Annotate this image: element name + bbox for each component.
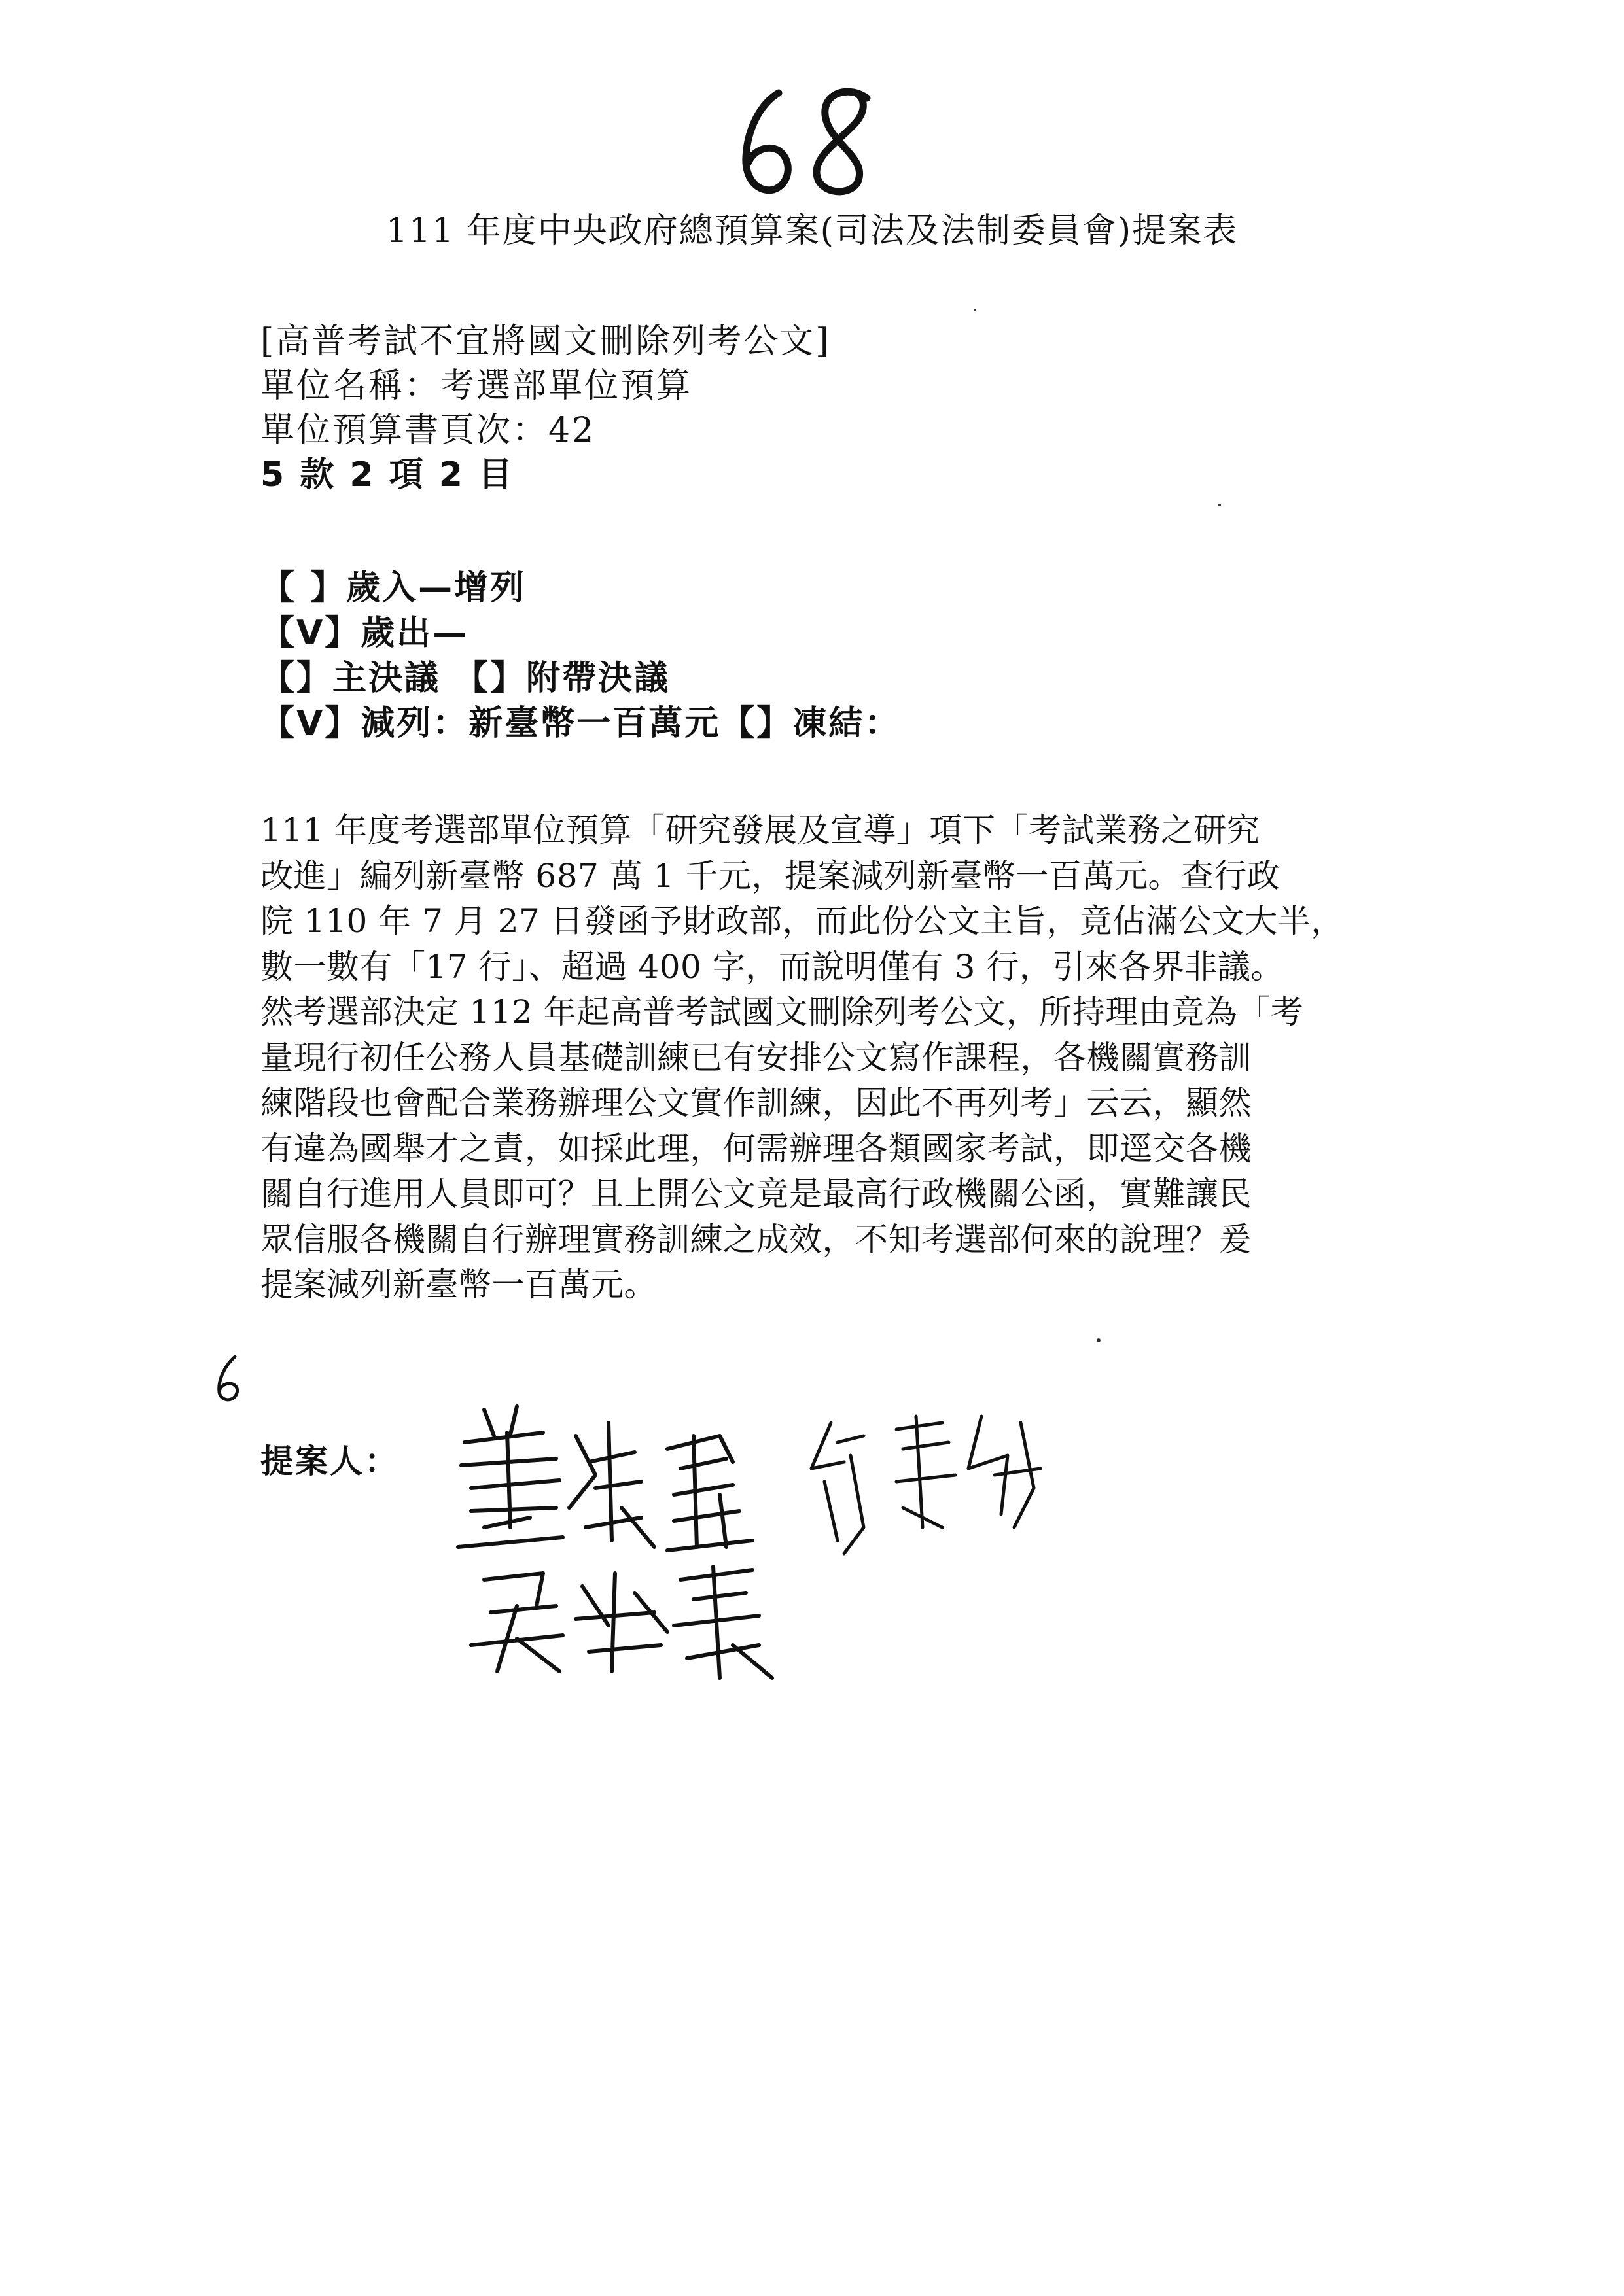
option-revenue-increase: 【 】歲入—增列 <box>260 568 527 608</box>
body-line: 量現行初任公務人員基礎訓練已有安排公文寫作課程，各機關實務訓 <box>260 1038 1252 1077</box>
scan-speck <box>974 309 976 311</box>
body-line: 眾信服各機關自行辦理實務訓練之成效，不知考選部何來的說理？爰 <box>260 1220 1252 1259</box>
proposer-label: 提案人： <box>260 1442 399 1480</box>
body-line: 提案減列新臺幣一百萬元。 <box>260 1266 657 1304</box>
proposal-subject: [高普考試不宜將國文刪除列考公文] <box>260 322 831 361</box>
option-resolutions: 【】主決議 【】附帶決議 <box>260 659 671 698</box>
body-line: 然考選部決定 112 年起高普考試國文刪除列考公文，所持理由竟為「考 <box>260 993 1304 1031</box>
body-line: 有違為國舉才之責，如採此理，何需辦理各類國家考試，即逕交各機 <box>260 1129 1252 1168</box>
scan-speck <box>1218 504 1221 506</box>
body-line: 練階段也會配合業務辦理公文實作訓練，因此不再列考」云云，顯然 <box>260 1084 1252 1122</box>
option-reduction-freeze: 【V】減列：新臺幣一百萬元【】凍結： <box>260 704 901 743</box>
proposal-header <box>260 319 1504 497</box>
body-line: 數一數有「17 行」、超過 400 字，而說明僅有 3 行，引來各界非議。 <box>260 947 1284 986</box>
handwritten-page-number <box>733 85 883 200</box>
handwritten-margin-mark <box>213 1353 245 1405</box>
budget-page-reference: 單位預算書頁次：42 <box>260 411 596 450</box>
proposal-options <box>260 566 1504 746</box>
form-title: 111 年度中央政府總預算案(司法及法制委員會)提案表 <box>385 211 1239 251</box>
signature-3 <box>811 1416 1040 1554</box>
body-line: 111 年度考選部單位預算「研究發展及宣導」項下「考試業務之研究 <box>260 811 1260 849</box>
signature-1 <box>458 1406 752 1550</box>
signature-block <box>445 1397 1139 1691</box>
unit-name: 單位名稱：考選部單位預算 <box>260 366 693 406</box>
proposal-body <box>260 808 1399 1308</box>
body-line: 院 110 年 7 月 27 日發函予財政部，而此份公文主旨，竟佔滿公文大半， <box>260 902 1344 940</box>
scan-speck <box>1097 1338 1101 1342</box>
option-expenditure: 【V】歲出— <box>260 614 469 653</box>
signature-2 <box>471 1567 772 1678</box>
budget-item-reference: 5 款 2 項 2 目 <box>260 455 515 495</box>
body-line: 關自行進用人員即可？且上開公文竟是最高行政機關公函，實難讓民 <box>260 1175 1252 1213</box>
body-line: 改進」編列新臺幣 687 萬 1 千元，提案減列新臺幣一百萬元。查行政 <box>260 856 1280 895</box>
